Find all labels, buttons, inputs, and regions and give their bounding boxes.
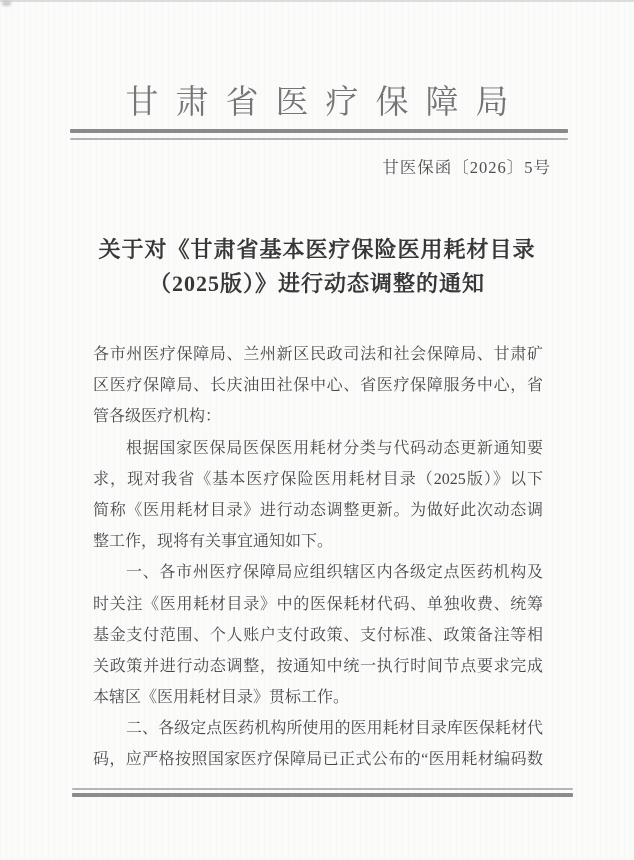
doc-number: 甘医保函〔2026〕5号	[382, 158, 551, 177]
header-rule-thick	[70, 129, 568, 133]
notice-title-line2: （2025版）》进行动态调整的通知	[148, 270, 485, 296]
org-name-header: 甘肃省医疗保障局	[125, 85, 526, 121]
notice-body	[93, 339, 543, 776]
body-line: 整工作，现将有关事宜通知如下。	[93, 533, 334, 551]
body-line: 一、各市州医疗保障局应组织辖区内各级定点医药机构及	[126, 564, 543, 582]
body-line: 根据国家医保局医保医用耗材分类与代码动态更新通知要	[126, 439, 543, 457]
body-line: 简称《医用耗材目录》进行动态调整更新。为做好此次动态调	[93, 501, 543, 519]
notice-title	[0, 233, 634, 300]
body-line: 本辖区《医用耗材目录》贯标工作。	[93, 689, 350, 707]
body-line: 二、各级定点医药机构所使用的医用耗材目录库医保耗材代	[126, 720, 543, 738]
footer-rule-thick	[72, 793, 573, 797]
body-line: 区医疗保障局、长庆油田社保中心、省医疗保障服务中心，省	[93, 377, 543, 395]
footer-rule-thin	[72, 788, 573, 790]
body-line: 基金支付范围、个人账户支付政策、支付标准、政策备注等相	[93, 626, 543, 644]
body-line: 求，现对我省《基本医疗保险医用耗材目录（2025版）》以下	[93, 470, 543, 488]
body-line: 关政策并进行动态调整，按通知中统一执行时间节点要求完成	[93, 657, 543, 675]
body-line: 时关注《医用耗材目录》中的医保耗材代码、单独收费、统筹	[93, 595, 543, 613]
scan-corner-artifact	[2, 1, 11, 6]
header-rule-thin	[70, 138, 568, 140]
body-line: 各市州医疗保障局、兰州新区民政司法和社会保障局、甘肃矿	[93, 346, 543, 363]
notice-title-line1: 关于对《甘肃省基本医疗保险医用耗材目录	[98, 237, 536, 262]
body-line: 管各级医疗机构：	[93, 408, 222, 426]
body-line: 码，应严格按照国家医疗保障局已正式公布的“医用耗材编码数	[93, 751, 543, 769]
